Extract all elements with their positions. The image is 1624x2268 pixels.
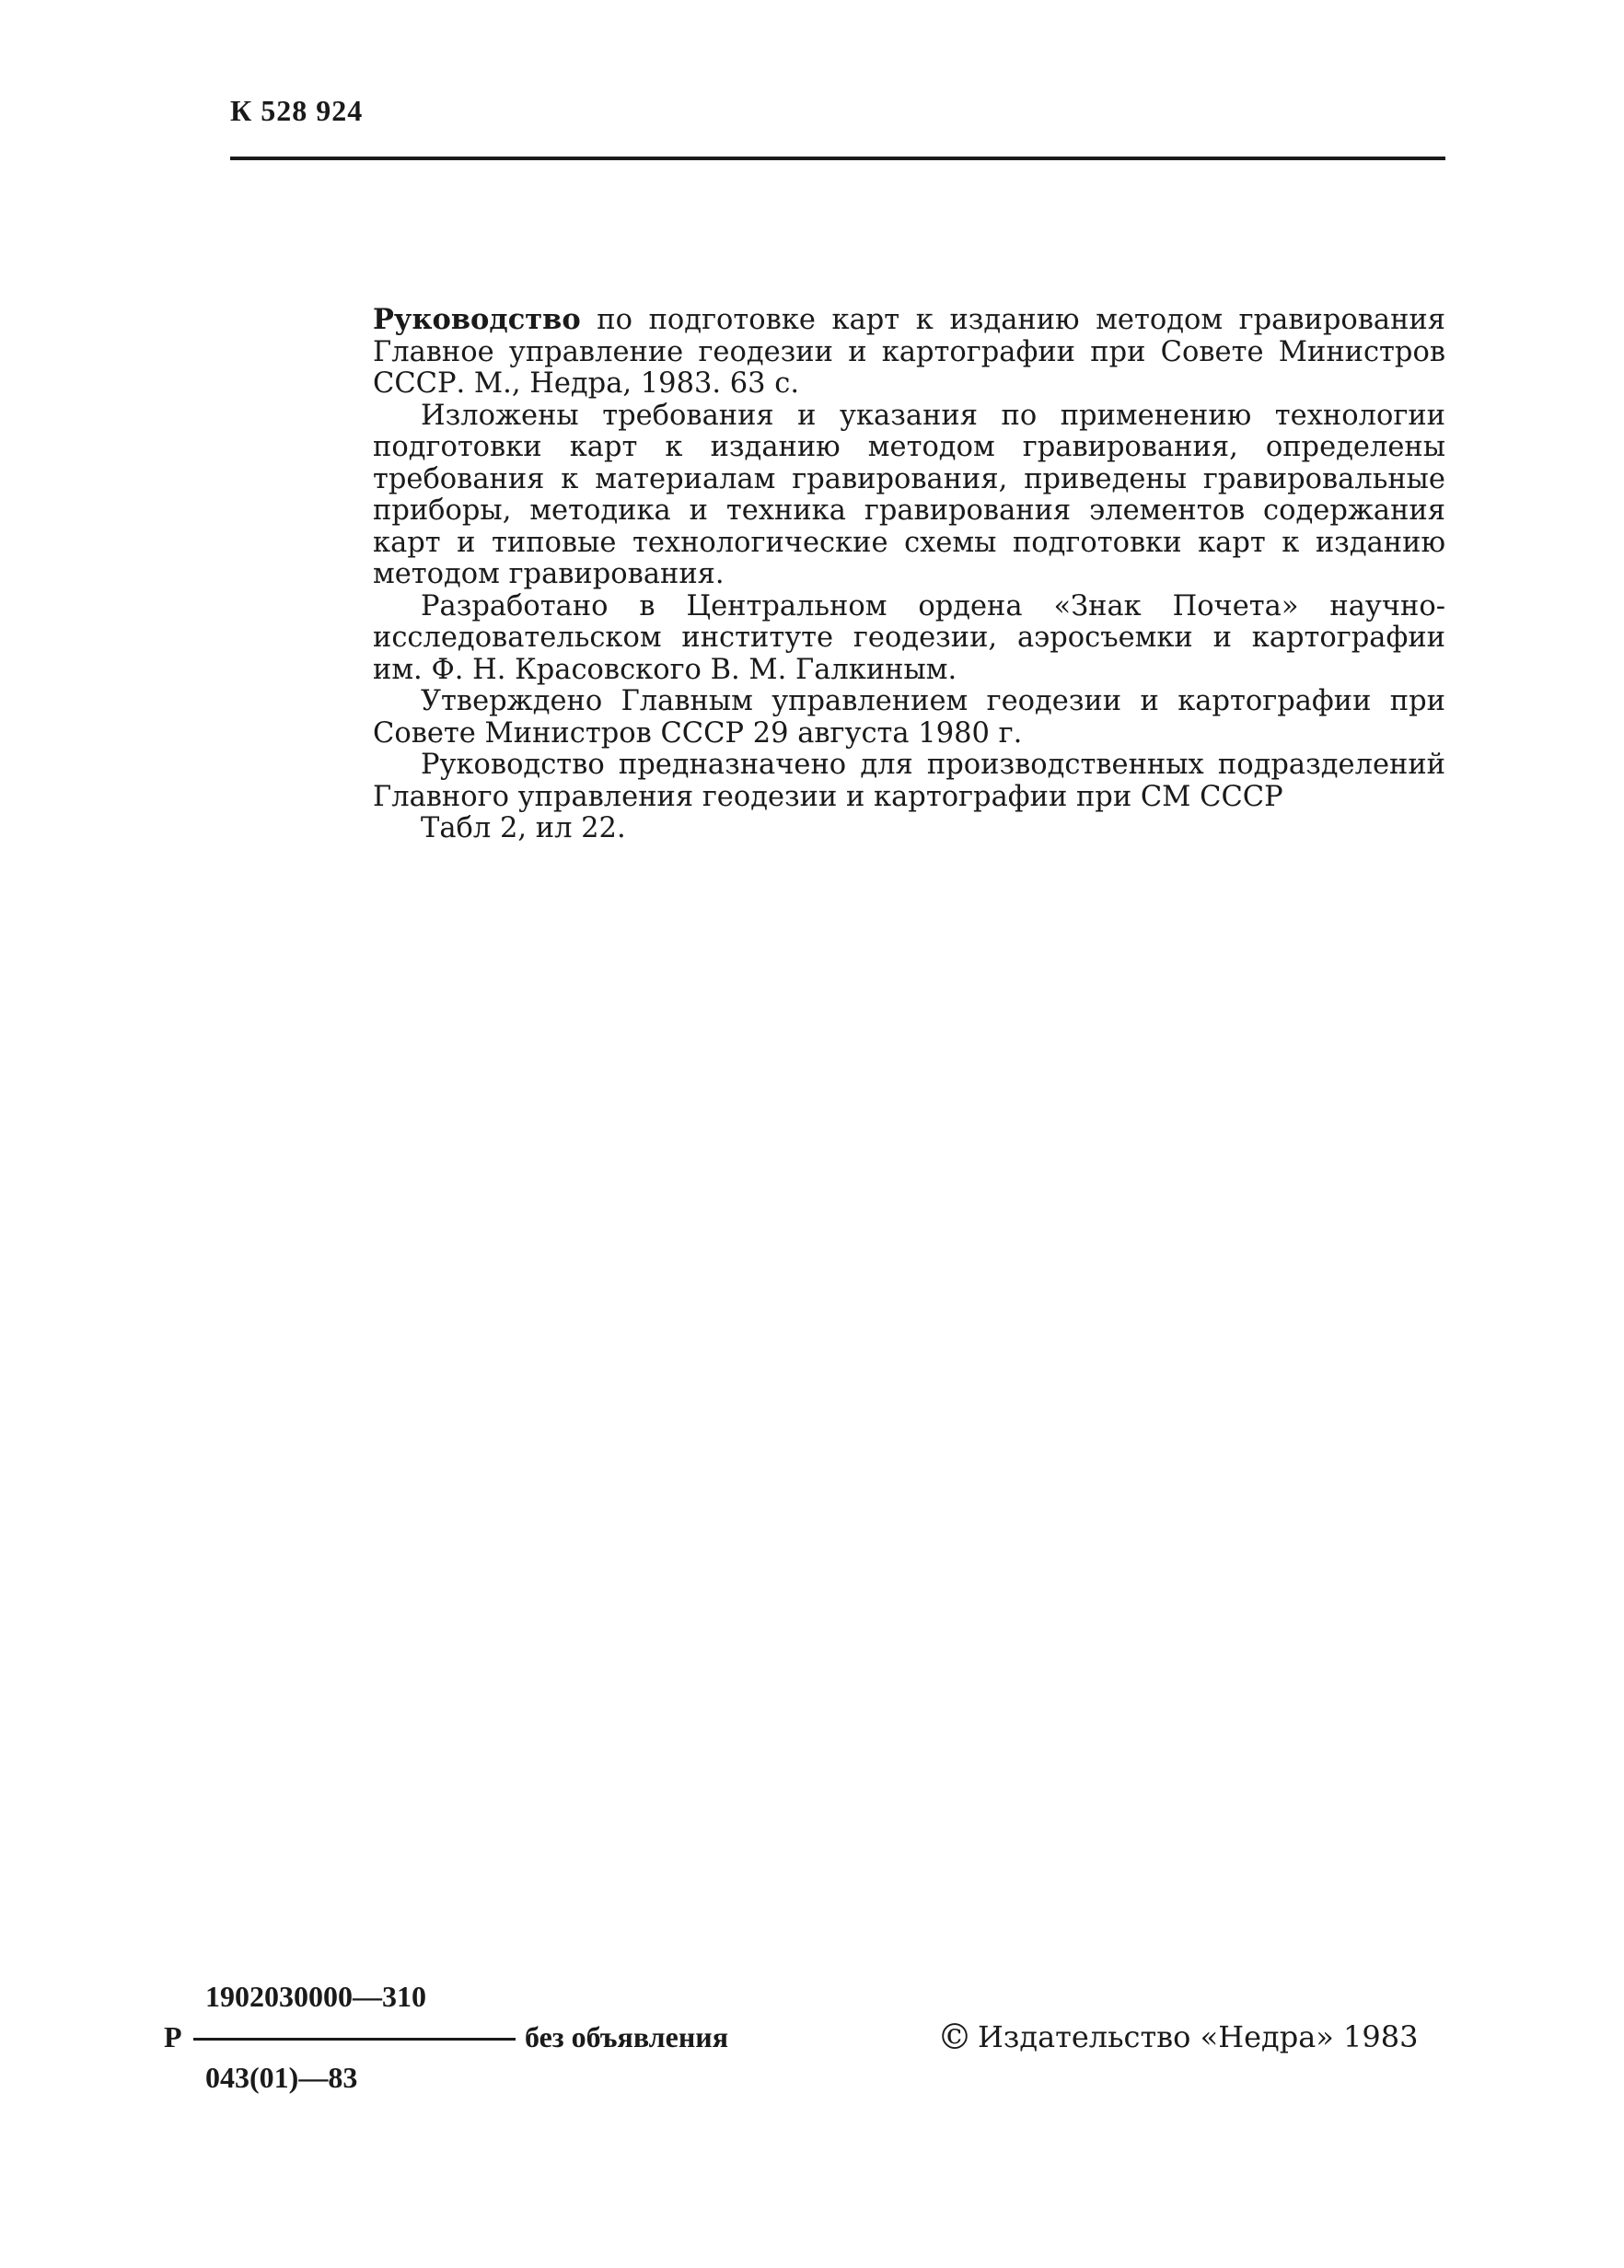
abstract-tables-figures: Табл 2, ил 22.: [421, 812, 626, 844]
copyright: [937, 2017, 1418, 2057]
copyright-text: Издательство «Недра» 1983: [978, 2019, 1419, 2054]
imprint: [164, 1980, 1453, 2109]
abstract-summary: Изложены требования и указания по применению технологии подготовки карт к изданию методом гравирования, определены требования к материалам гравирования, приведены гравировальные приборы, методика и техника гравирования элементов содержания карт и типовые технологические схемы подготовки карт к изданию методом гравирования.: [373, 399, 1445, 590]
imprint-no-announcement: без объявления: [525, 2020, 729, 2053]
header-rule: [230, 157, 1445, 160]
abstract-developed-by: Разработано в Центральном ордена «Знак Почета» научно-исследовательском институте геодезии, аэросъемки и картографии им. Ф. Н. Красовского В. М. Галкиным.: [373, 589, 1445, 686]
abstract-intended-for: Руководство предназначено для производственных подразделений Главного управления геодезии и картографии при СМ СССР: [373, 749, 1445, 813]
bibliographic-entry-text: по подготовке карт к изданию методом гравирования Главное управление геодезии и картографии при Совете Министров СССР. М., Недра, 1983. 63 с.: [373, 304, 1445, 400]
imprint-code-numerator: 1902030000—310: [205, 1980, 426, 2013]
catalog-code: К 528 924: [230, 94, 364, 127]
abstract: [373, 304, 1445, 845]
bibliographic-title-lead: Руководство: [373, 303, 581, 336]
imprint-code-denominator: 043(01)—83: [205, 2061, 358, 2094]
copyright-icon: ©: [937, 2017, 972, 2057]
abstract-approved-by: Утверждено Главным управлением геодезии и картографии при Совете Министров СССР 29 августа 1980 г.: [373, 685, 1445, 750]
bibliographic-entry: [373, 304, 1445, 401]
imprint-code-rule: [193, 2038, 516, 2041]
imprint-letter: Р: [164, 2020, 182, 2053]
